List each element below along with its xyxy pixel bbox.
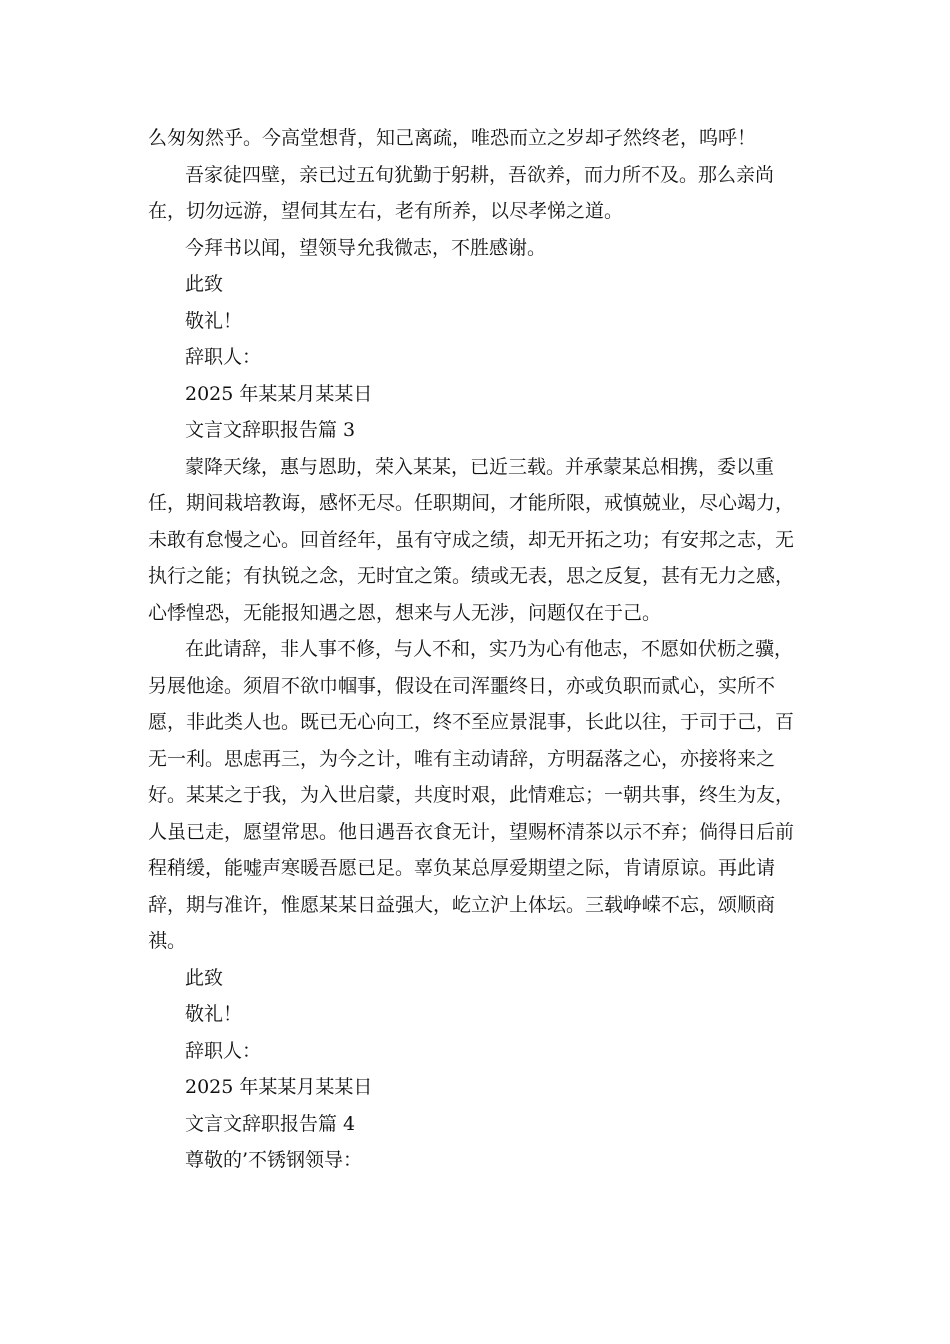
- text-line: 文言文辞职报告篇 4: [185, 1112, 356, 1135]
- text-line: 辞职人：: [185, 1039, 262, 1062]
- text-line: 任，期间栽培教诲，感怀无尽。任职期间，才能所限，戒慎兢业，尽心竭力，: [148, 492, 795, 514]
- text-line: 尊敬的’不锈钢领导：: [185, 1149, 363, 1171]
- paragraph: [148, 339, 802, 376]
- text-line: 另展他途。须眉不欲巾帼事，假设在司浑噩终日，亦或负职而贰心，实所不: [148, 674, 776, 697]
- text-line: 在，切勿远游，望伺其左右，老有所养，以尽孝悌之道。: [148, 200, 624, 222]
- text-line: 愿，非此类人也。既已无心向工，终不至应景混事，长此以往，于司于己，百: [148, 711, 795, 733]
- text-line: 2025 年某某月某某日: [185, 1076, 373, 1098]
- text-line: 敬礼！: [185, 309, 243, 332]
- text-line: 辞职人：: [185, 346, 262, 368]
- text-line: 祺。: [148, 930, 187, 952]
- paragraph: [148, 449, 802, 632]
- text-line: 人虽已走，愿望常思。他日遇吾衣食无计，望赐杯清茶以示不弃；倘得日后前: [148, 820, 795, 843]
- text-line: 执行之能；有执锐之念，无时宜之策。绩或无表，思之反复，甚有无力之感，: [148, 565, 795, 587]
- text-line: 此致: [185, 966, 224, 989]
- paragraph: [148, 157, 802, 230]
- text-line: 文言文辞职报告篇 3: [185, 419, 356, 441]
- text-line: 无一利。思虑再三，为今之计，唯有主动请辞，方明磊落之心，亦接将来之: [148, 747, 776, 770]
- paragraph: [148, 1142, 802, 1179]
- paragraph: [148, 1069, 802, 1106]
- paragraph: [148, 303, 802, 340]
- paragraph: [148, 266, 802, 303]
- paragraph: [148, 1106, 802, 1143]
- text-line: 未敢有怠慢之心。回首经年，虽有守成之绩，却无开拓之功；有安邦之志，无: [148, 528, 795, 551]
- text-line: 2025 年某某月某某日: [185, 382, 373, 405]
- text-line: 程稍缓，能嘘声寒暖吾愿已足。辜负某总厚爱期望之际，肯请原谅。再此请: [148, 857, 776, 879]
- paragraph: [148, 120, 802, 157]
- paragraph: [148, 230, 802, 267]
- text-line: 今拜书以闻，望领导允我微志，不胜感谢。: [185, 236, 547, 259]
- text-line: 在此请辞，非人事不修，与人不和，实乃为心有他志，不愿如伏枥之骥，: [185, 638, 794, 660]
- paragraph: [148, 1033, 802, 1070]
- text-line: 么匆匆然乎。今高堂想背，知己离疏，唯恐而立之岁却孑然终老，呜呼！: [148, 127, 757, 149]
- paragraph: [148, 996, 802, 1033]
- paragraph: [148, 376, 802, 413]
- text-line: 吾家徒四壁，亲已过五旬犹勤于躬耕，吾欲养，而力所不及。那么亲尚: [185, 163, 775, 186]
- text-line: 蒙降天缘，惠与恩助，荣入某某，已近三载。并承蒙某总相携，委以重: [185, 455, 775, 478]
- text-line: 敬礼！: [185, 1003, 243, 1025]
- text-line: 辞，期与准许，惟愿某某日益强大，屹立沪上体坛。三载峥嵘不忘，颂顺商: [148, 893, 776, 916]
- text-line: 此致: [185, 273, 224, 295]
- document-body: [148, 120, 802, 1179]
- paragraph: [148, 960, 802, 997]
- paragraph: [148, 631, 802, 960]
- text-line: 心悸惶恐，无能报知遇之恩，想来与人无涉，问题仅在于己。: [148, 601, 662, 624]
- text-line: 好。某某之于我，为入世启蒙，共度时艰，此情难忘；一朝共事，终生为友，: [148, 784, 795, 806]
- paragraph: [148, 412, 802, 449]
